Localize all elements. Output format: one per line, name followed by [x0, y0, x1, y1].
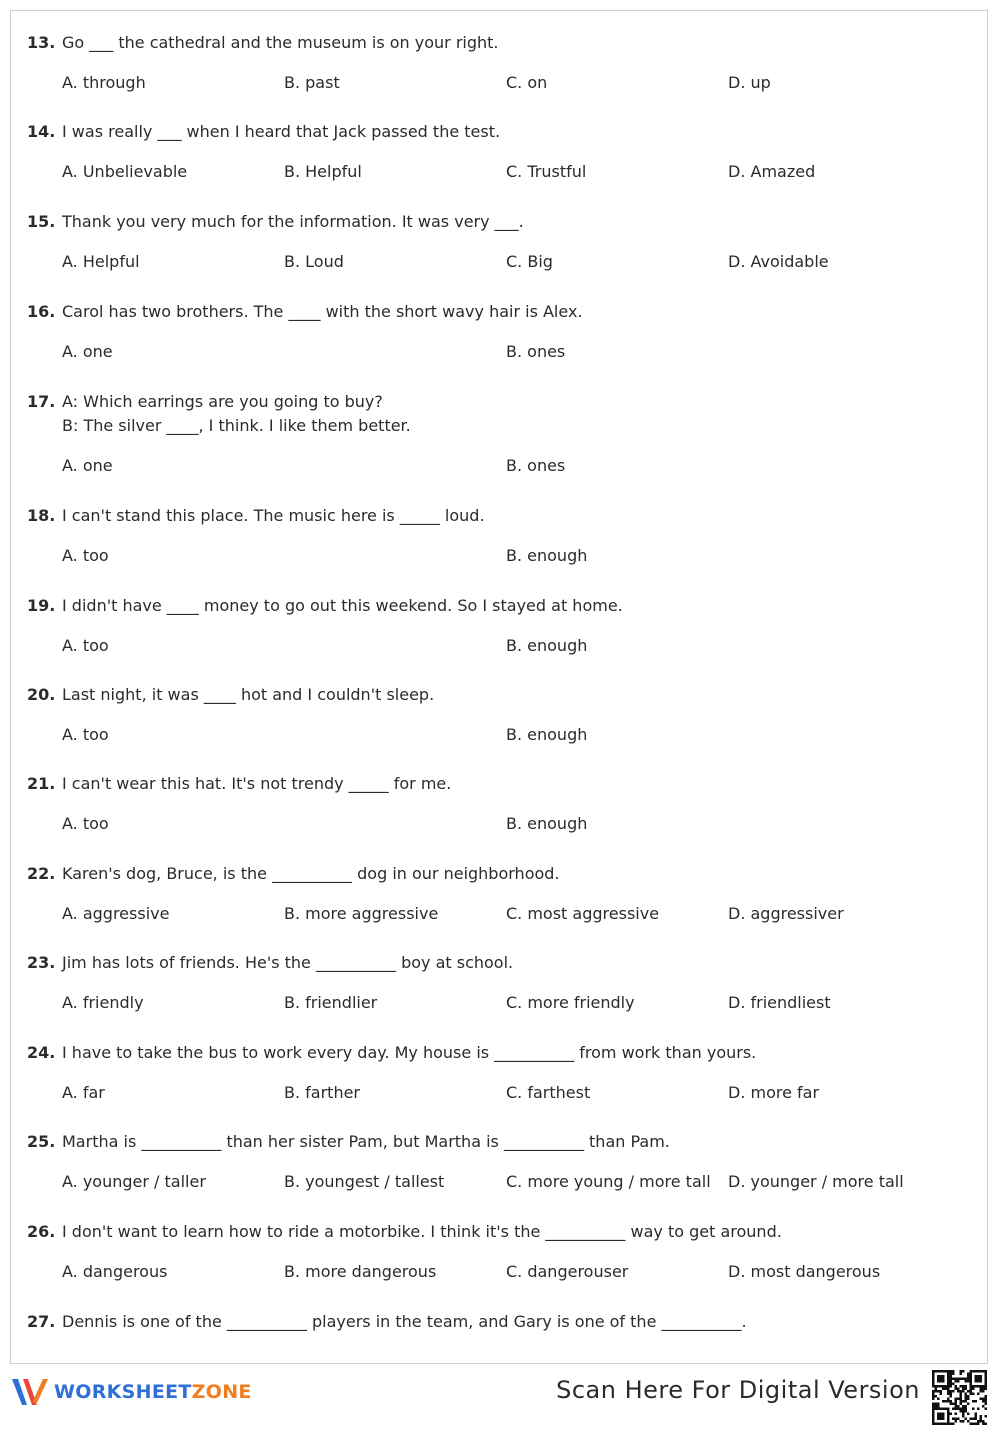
question-number: 20. — [27, 685, 56, 704]
qr-module — [980, 1418, 983, 1421]
qr-module — [952, 1378, 955, 1381]
answer-options — [27, 544, 967, 568]
qr-module — [937, 1375, 945, 1383]
answer-option[interactable]: A. too — [62, 814, 109, 833]
qr-module — [967, 1378, 970, 1381]
qr-module — [985, 1408, 988, 1411]
question-stem — [27, 1041, 967, 1065]
qr-module — [947, 1390, 950, 1393]
qr-module — [937, 1390, 940, 1393]
qr-module — [965, 1405, 968, 1408]
qr-module — [975, 1400, 978, 1403]
question-26 — [27, 1220, 967, 1284]
question-18 — [27, 504, 967, 568]
answer-option[interactable]: B. more dangerous — [284, 1262, 437, 1281]
answer-options — [27, 71, 967, 95]
qr-module — [962, 1388, 965, 1391]
question-stem — [27, 210, 967, 234]
logo-text-zone: ZONE — [191, 1381, 252, 1403]
answer-option[interactable]: B. farther — [284, 1083, 360, 1102]
qr-module — [932, 1405, 935, 1408]
question-stem — [27, 951, 967, 975]
question-text: Thank you very much for the information. It was very ___. — [62, 212, 524, 231]
qr-module — [947, 1393, 950, 1396]
answer-option[interactable]: C. more young / more tall — [506, 1172, 711, 1191]
qr-module — [932, 1393, 935, 1396]
question-15 — [27, 210, 967, 274]
answer-options — [27, 454, 967, 478]
answer-option[interactable]: A. friendly — [62, 993, 144, 1012]
question-stem — [27, 300, 967, 324]
question-text: I can't wear this hat. It's not trendy _____ for me. — [62, 774, 452, 793]
qr-module — [955, 1398, 958, 1401]
question-27 — [27, 1310, 967, 1334]
qr-module — [985, 1403, 988, 1406]
qr-module — [967, 1403, 970, 1406]
qr-module — [982, 1405, 985, 1408]
qr-module — [965, 1378, 968, 1381]
qr-module — [960, 1403, 963, 1406]
question-20 — [27, 683, 967, 747]
qr-module — [965, 1395, 968, 1398]
qr-module — [950, 1385, 953, 1388]
answer-option[interactable]: B. ones — [506, 342, 566, 361]
answer-option[interactable]: A. far — [62, 1083, 105, 1102]
qr-module — [967, 1395, 970, 1398]
qr-module — [935, 1390, 938, 1393]
question-stem — [27, 1220, 967, 1244]
question-stem — [27, 1130, 967, 1154]
answer-option[interactable]: D. aggressiver — [728, 904, 844, 923]
question-number: 21. — [27, 774, 56, 793]
question-stem — [27, 120, 967, 144]
qr-module — [962, 1408, 965, 1411]
qr-module — [932, 1395, 935, 1398]
answer-option[interactable]: B. Loud — [284, 252, 344, 271]
question-number: 23. — [27, 953, 56, 972]
answer-option[interactable]: C. on — [506, 73, 548, 92]
qr-module — [985, 1398, 988, 1401]
qr-module — [965, 1400, 968, 1403]
qr-module — [935, 1405, 938, 1408]
question-text: I didn't have ____ money to go out this weekend. So I stayed at home. — [62, 596, 623, 615]
question-stem — [27, 1310, 967, 1334]
question-19 — [27, 594, 967, 658]
qr-module — [957, 1388, 960, 1391]
question-text: I have to take the bus to work every day. My house is __________ from work than yours. — [62, 1043, 757, 1062]
qr-module — [972, 1423, 975, 1426]
answer-options — [27, 1170, 967, 1194]
question-16 — [27, 300, 967, 364]
qr-module — [962, 1400, 965, 1403]
question-text: Jim has lots of friends. He's the __________ boy at school. — [62, 953, 514, 972]
qr-module — [955, 1378, 958, 1381]
qr-module — [932, 1390, 935, 1393]
answer-options — [27, 1260, 967, 1284]
qr-module — [945, 1388, 948, 1391]
qr-module — [960, 1398, 963, 1401]
qr-module — [985, 1400, 988, 1403]
qr-module — [960, 1373, 963, 1376]
qr-module — [957, 1408, 960, 1411]
question-number: 27. — [27, 1312, 56, 1331]
qr-module — [935, 1388, 938, 1391]
question-stem — [27, 504, 967, 528]
qr-module — [970, 1418, 973, 1421]
answer-option[interactable]: B. enough — [506, 814, 588, 833]
question-number: 25. — [27, 1132, 56, 1151]
qr-module — [980, 1415, 983, 1418]
qr-module — [942, 1400, 945, 1403]
question-number: 24. — [27, 1043, 56, 1062]
answer-option[interactable]: A. one — [62, 456, 113, 475]
qr-module — [950, 1390, 953, 1393]
qr-module — [952, 1383, 955, 1386]
question-number: 15. — [27, 212, 56, 231]
answer-option[interactable]: D. younger / more tall — [728, 1172, 904, 1191]
question-text: Dennis is one of the __________ players in the team, and Gary is one of the __________. — [62, 1312, 747, 1331]
qr-module — [982, 1388, 985, 1391]
question-stem — [27, 594, 967, 618]
qr-module — [967, 1390, 970, 1393]
qr-module — [967, 1373, 970, 1376]
qr-module — [957, 1378, 960, 1381]
question-number: 19. — [27, 596, 56, 615]
qr-module — [965, 1380, 968, 1383]
qr-module — [935, 1395, 938, 1398]
answer-option[interactable]: A. too — [62, 546, 109, 565]
qr-module — [957, 1380, 960, 1383]
answer-option[interactable]: C. most aggressive — [506, 904, 660, 923]
question-21 — [27, 772, 967, 836]
qr-module — [962, 1385, 965, 1388]
qr-module — [952, 1373, 955, 1376]
answer-option[interactable]: B. friendlier — [284, 993, 378, 1012]
qr-module — [960, 1410, 963, 1413]
qr-module — [957, 1405, 960, 1408]
qr-module — [955, 1408, 958, 1411]
qr-module — [950, 1383, 953, 1386]
qr-module — [965, 1418, 968, 1421]
qr-module — [940, 1393, 943, 1396]
logo-text — [54, 1381, 252, 1403]
qr-module — [950, 1380, 953, 1383]
answer-options — [27, 340, 967, 364]
answer-options — [27, 634, 967, 658]
qr-module — [960, 1390, 963, 1393]
qr-module — [972, 1388, 975, 1391]
question-number: 16. — [27, 302, 56, 321]
qr-module — [980, 1388, 983, 1391]
question-14 — [27, 120, 967, 184]
qr-module — [952, 1408, 955, 1411]
qr-module — [955, 1420, 958, 1423]
qr-module — [940, 1390, 943, 1393]
qr-module — [982, 1420, 985, 1423]
qr-module — [972, 1393, 975, 1396]
qr-module — [972, 1400, 975, 1403]
answer-option[interactable]: B. enough — [506, 725, 588, 744]
qr-module — [960, 1408, 963, 1411]
qr-module — [977, 1423, 980, 1426]
qr-module — [960, 1393, 963, 1396]
qr-module — [937, 1403, 940, 1406]
answer-option[interactable]: A. younger / taller — [62, 1172, 206, 1191]
answer-option[interactable]: B. ones — [506, 456, 566, 475]
question-text: B: The silver ____, I think. I like them better. — [62, 416, 411, 435]
question-text: Last night, it was ____ hot and I couldn't sleep. — [62, 685, 435, 704]
qr-module — [960, 1400, 963, 1403]
qr-module — [952, 1370, 955, 1373]
qr-module — [960, 1385, 963, 1388]
answer-option[interactable]: C. dangerouser — [506, 1262, 629, 1281]
answer-option[interactable]: B. enough — [506, 546, 588, 565]
answer-options — [27, 250, 967, 274]
answer-option[interactable]: B. Helpful — [284, 162, 362, 181]
answer-option[interactable]: B. more aggressive — [284, 904, 439, 923]
worksheetzone-logo-icon — [10, 1375, 50, 1409]
qr-module — [977, 1393, 980, 1396]
qr-module — [962, 1378, 965, 1381]
qr-module — [982, 1398, 985, 1401]
qr-module — [935, 1403, 938, 1406]
answer-options — [27, 902, 967, 926]
answer-option[interactable]: C. farthest — [506, 1083, 591, 1102]
qr-module — [950, 1373, 953, 1376]
qr-module — [950, 1403, 953, 1406]
qr-module — [985, 1395, 988, 1398]
qr-module — [955, 1403, 958, 1406]
qr-module — [960, 1378, 963, 1381]
qr-module — [975, 1415, 978, 1418]
question-text: I can't stand this place. The music here is _____ loud. — [62, 506, 485, 525]
worksheet-page — [10, 10, 988, 1364]
question-stem — [27, 31, 967, 55]
qr-module — [985, 1415, 988, 1418]
answer-options — [27, 160, 967, 184]
qr-module — [975, 1375, 983, 1383]
question-text: Go ___ the cathedral and the museum is on your right. — [62, 33, 499, 52]
qr-module — [950, 1395, 953, 1398]
qr-module — [970, 1388, 973, 1391]
qr-module — [947, 1388, 950, 1391]
question-24 — [27, 1041, 967, 1105]
qr-module — [950, 1375, 953, 1378]
qr-module — [972, 1408, 975, 1411]
answer-option[interactable]: A. too — [62, 636, 109, 655]
qr-module — [965, 1388, 968, 1391]
qr-module — [950, 1400, 953, 1403]
qr-module — [985, 1423, 988, 1426]
qr-module — [962, 1420, 965, 1423]
qr-module — [952, 1423, 955, 1426]
qr-module — [950, 1393, 953, 1396]
answer-option[interactable]: A. aggressive — [62, 904, 170, 923]
answer-option[interactable]: B. enough — [506, 636, 588, 655]
answer-option[interactable]: C. Trustful — [506, 162, 587, 181]
qr-module — [965, 1410, 968, 1413]
answer-option[interactable]: A. dangerous — [62, 1262, 168, 1281]
qr-module — [937, 1405, 940, 1408]
question-number: 14. — [27, 122, 56, 141]
qr-module — [967, 1398, 970, 1401]
answer-option[interactable]: A. through — [62, 73, 146, 92]
qr-module — [970, 1390, 973, 1393]
logo-text-worksheet: WORKSHEET — [54, 1381, 192, 1403]
qr-module — [967, 1420, 970, 1423]
question-stem — [27, 772, 967, 796]
answer-options — [27, 991, 967, 1015]
answer-option[interactable]: D. up — [728, 73, 771, 92]
qr-module — [965, 1408, 968, 1411]
answer-option[interactable]: D. friendliest — [728, 993, 831, 1012]
qr-module — [985, 1388, 988, 1391]
question-22 — [27, 862, 967, 926]
question-number: 26. — [27, 1222, 56, 1241]
qr-module — [947, 1400, 950, 1403]
answer-options — [27, 812, 967, 836]
question-17 — [27, 390, 967, 478]
qr-module — [980, 1420, 983, 1423]
qr-module — [955, 1388, 958, 1391]
qr-module — [982, 1400, 985, 1403]
answer-option[interactable]: A. Helpful — [62, 252, 140, 271]
qr-module — [962, 1405, 965, 1408]
qr-module — [970, 1393, 973, 1396]
answer-option[interactable]: D. Avoidable — [728, 252, 829, 271]
answer-option[interactable]: A. Unbelievable — [62, 162, 188, 181]
qr-module — [950, 1423, 953, 1426]
qr-module — [975, 1418, 978, 1421]
question-number: 22. — [27, 864, 56, 883]
scan-caption: Scan Here For Digital Version — [556, 1376, 920, 1404]
qr-module — [965, 1393, 968, 1396]
qr-module — [965, 1385, 968, 1388]
qr-module — [957, 1418, 960, 1421]
qr-module — [957, 1390, 960, 1393]
qr-module — [970, 1423, 973, 1426]
qr-module — [980, 1398, 983, 1401]
qr-module — [955, 1380, 958, 1383]
qr-module — [967, 1380, 970, 1383]
qr-module — [962, 1410, 965, 1413]
qr-module — [932, 1398, 935, 1401]
qr-module — [962, 1370, 965, 1373]
question-number: 17. — [27, 392, 56, 411]
answer-option[interactable]: C. Big — [506, 252, 553, 271]
qr-module — [980, 1390, 983, 1393]
qr-code-icon[interactable] — [928, 1366, 992, 1430]
question-25 — [27, 1130, 967, 1194]
qr-module — [955, 1418, 958, 1421]
qr-module — [955, 1405, 958, 1408]
question-stem — [27, 683, 967, 707]
qr-module — [937, 1398, 940, 1401]
footer — [0, 1366, 1000, 1414]
qr-module — [967, 1375, 970, 1378]
qr-module — [942, 1388, 945, 1391]
qr-module — [975, 1423, 978, 1426]
answer-option[interactable]: A. one — [62, 342, 113, 361]
question-text: Karen's dog, Bruce, is the __________ dog in our neighborhood. — [62, 864, 560, 883]
qr-module — [952, 1390, 955, 1393]
answer-option[interactable]: C. more friendly — [506, 993, 635, 1012]
question-stem — [27, 390, 967, 438]
qr-module — [952, 1418, 955, 1421]
answer-options — [27, 1081, 967, 1105]
qr-module — [950, 1378, 953, 1381]
question-number: 13. — [27, 33, 56, 52]
answer-option[interactable]: A. too — [62, 725, 109, 744]
qr-module — [965, 1398, 968, 1401]
answer-option[interactable]: D. more far — [728, 1083, 820, 1102]
answer-option[interactable]: D. Amazed — [728, 162, 816, 181]
qr-module — [977, 1420, 980, 1423]
question-stem — [27, 862, 967, 886]
question-text: A: Which earrings are you going to buy? — [62, 392, 383, 411]
qr-module — [960, 1395, 963, 1398]
worksheetzone-logo[interactable] — [10, 1374, 252, 1410]
answer-option[interactable]: D. most dangerous — [728, 1262, 881, 1281]
qr-module — [955, 1385, 958, 1388]
qr-module — [977, 1408, 980, 1411]
qr-module — [962, 1390, 965, 1393]
qr-module — [932, 1403, 935, 1406]
question-text: Martha is __________ than her sister Pam, but Martha is __________ than Pam. — [62, 1132, 670, 1151]
qr-module — [960, 1420, 963, 1423]
qr-module — [957, 1398, 960, 1401]
qr-module — [982, 1390, 985, 1393]
qr-module — [947, 1398, 950, 1401]
qr-module — [972, 1418, 975, 1421]
qr-module — [945, 1400, 948, 1403]
question-text: I don't want to learn how to ride a motorbike. I think it's the __________ way to get around. — [62, 1222, 782, 1241]
question-23 — [27, 951, 967, 1015]
question-13 — [27, 31, 967, 95]
answer-option[interactable]: B. youngest / tallest — [284, 1172, 445, 1191]
qr-module — [955, 1400, 958, 1403]
qr-module — [960, 1370, 963, 1373]
qr-module — [962, 1415, 965, 1418]
question-number: 18. — [27, 506, 56, 525]
question-text: Carol has two brothers. The ____ with the short wavy hair is Alex. — [62, 302, 583, 321]
qr-module — [950, 1370, 953, 1373]
qr-module — [952, 1403, 955, 1406]
question-text: I was really ___ when I heard that Jack passed the test. — [62, 122, 501, 141]
qr-module — [982, 1423, 985, 1426]
answer-options — [27, 723, 967, 747]
answer-option[interactable]: B. past — [284, 73, 340, 92]
